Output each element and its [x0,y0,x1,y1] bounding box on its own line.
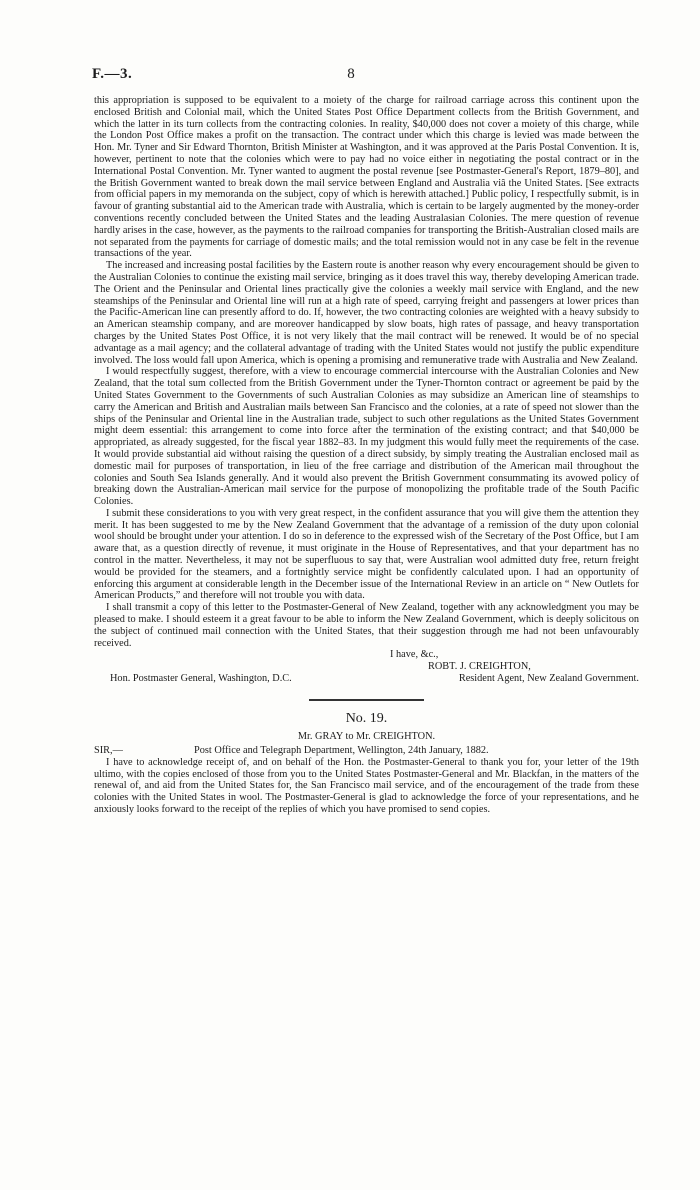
letter-from-to: Mr. GRAY to Mr. CREIGHTON. [297,730,436,742]
page-header [92,66,610,86]
closing-phrase: I have, &c., [390,649,439,661]
sender-title: Resident Agent, New Zealand Government. [458,673,639,685]
address-row [94,673,639,685]
salutation: SIR,— [94,744,123,756]
paragraph-continued: this appropriation is supposed to be equivalent to a moiety of the charge for railroad carriage across this continent upon the enclosed British and Colonial mail, which the United States Post Office Department collects from the British Government, and which the latter in its turn collects from the contracting colonies. In reality, $40,000 does not cover a moiety of this charge, while the London Post Office makes a profit on the transaction. The contract under which this charge is levied was made between the Hon. Mr. Tyner and Sir Edward Thornton, British Minister at Washington, and it was approved at the Paris Postal Convention. It is, however, pertinent to note that the colonies which were to pay had no voice either in negotiating the postal contract or in the International Postal Convention. Mr. Tyner wanted to augment the postal revenue [see Postmaster-General's Report, 1879–80], and the British Government wanted to break down the mail service between England and Australia viâ the United States. [See extracts from official papers in my memoranda on the subject, copy of which is herewith attached.] Public policy, I respectfully submit, is in favour of granting substantial aid to the American trade with Australia, which is certain to be largely augmented by the money-order conventions recently concluded between the United States and the leading Australasian Colonies. The mere question of revenue hardly arises in the case, however, as the payments to the railroad companies for transporting the British-Australian closed mails are not separated from the payments for carriage of domestic mails; and the total remission would not in any case be felt in the revenue transactions of the year. [94,95,639,260]
signature: ROBT. J. CREIGHTON, [428,661,531,673]
paragraph: I would respectfully suggest, therefore, with a view to encourage commercial intercourse with the Australian Colonies and New Zealand, that the total sum collected from the British Government under the Tyner-Thornton contract or agreement be paid by the United States Government to the Governments of such Australian Colonies as may subsidize an American line of steamships to carry the American and British and Australian mails between San Francisco and the colonies, at a rate of speed not slower than the ships of the Peninsular and Oriental line in the Australian trade, subject to such other regulations as the United States Government might deem essential: this arrangement to come into force after the termination of the existing contract; and that $40,000 be appropriated, as already suggested, for the fiscal year 1882–83. In my judgment this would fully meet the requirements of the case. It would provide substantial aid without raising the question of a direct subsidy, by simply treating the Australian enclosed mail as domestic mail for purposes of transportation, in lieu of the free carriage and distribution of the American mail throughout the colonies and South Sea Islands generally. And it would also prevent the British Government consummating its avowed policy of breaking down the Australian-American mail service for the purpose of monopolizing the profitable trade of the South Pacific Colonies. [94,366,639,508]
salutation-row [94,745,639,757]
letter-body: I have to acknowledge receipt of, and on behalf of the Hon. the Postmaster-General to thank you for, your letter of the 19th ultimo, with the copies enclosed of those from you to the United States Postmaster-General and Mr. Blackfan, in the matters of the renewal of, and aid from the United States for, the San Francisco mail service, and of the encouragement of the trade from these colonies with the United States in wool. The Postmaster-General is glad to acknowledge the force of your representations, and he anxiously looks forward to the receipt of the replies of which you have promised to send copies. [94,756,639,816]
letter-number: No. 19. [345,710,388,726]
document-body [94,95,639,816]
section-divider [309,699,424,701]
page-number: 8 [347,66,355,82]
letter-closing [94,649,639,684]
paragraph: I shall transmit a copy of this letter to the Postmaster-General of New Zealand, together with any acknowledgment you may be pleased to make. I should esteem it a great favour to be able to inform the New Zealand Government, which is deeply solicitous on the subject of continued mail connection with the United States, that their suggestion through me had not been unfavourably received. [94,602,639,649]
paragraph: The increased and increasing postal facilities by the Eastern route is another reason why every encouragement should be given to the Australian Colonies to continue the existing mail service, bringing as it does travel this way, thereby developing American trade. The Orient and the Peninsular and Oriental lines practically give the colonies a weekly mail service with England, and the new steamships of the Peninsular and Oriental line will run at a high rate of speed, carrying freight and passengers at lower prices than the Pacific-American line can presently afford to do. If, however, the two contracting colonies are weighted with a heavy subsidy to an American steamship company, and are moreover handicapped by slow boats, high rates of passage, and heavy transportation charges by the United States Post Office, it is not very likely that the mail contract will be renewed. It would be of no special advantage as a mail agency; and the collateral advantage of trading with the United States would not justify the public expenditure involved. The loss would fall upon America, which is opening a promising and remunerative trade with Australia and New Zealand. [94,260,639,366]
page-reference: F.—3. [92,66,133,82]
place-date: Post Office and Telegraph Department, Wellington, 24th January, 1882. [194,744,489,756]
paragraph: I submit these considerations to you with very great respect, in the confident assurance that you will give them the attention they merit. It has been suggested to me by the New Zealand Government that the advantage of a remission of the duty upon colonial wool should be brought under your attention. I do so in deference to the expressed wish of the Secretary of the Post Office, but I am aware that, as a question directly of revenue, it must originate in the House of Representatives, and that your department has no control in the matter. Nevertheless, it may not be superfluous to say that, were Australian wool admitted duty free, return freight would be provided for the steamers, and a fortnightly service might be confidently calculated upon. I had an opportunity of enforcing this argument at considerable length in the December issue of the International Review in an article on “ New Outlets for American Products,” and therefore will not trouble you with data. [94,507,639,602]
addressee: Hon. Postmaster General, Washington, D.C. [110,673,292,685]
